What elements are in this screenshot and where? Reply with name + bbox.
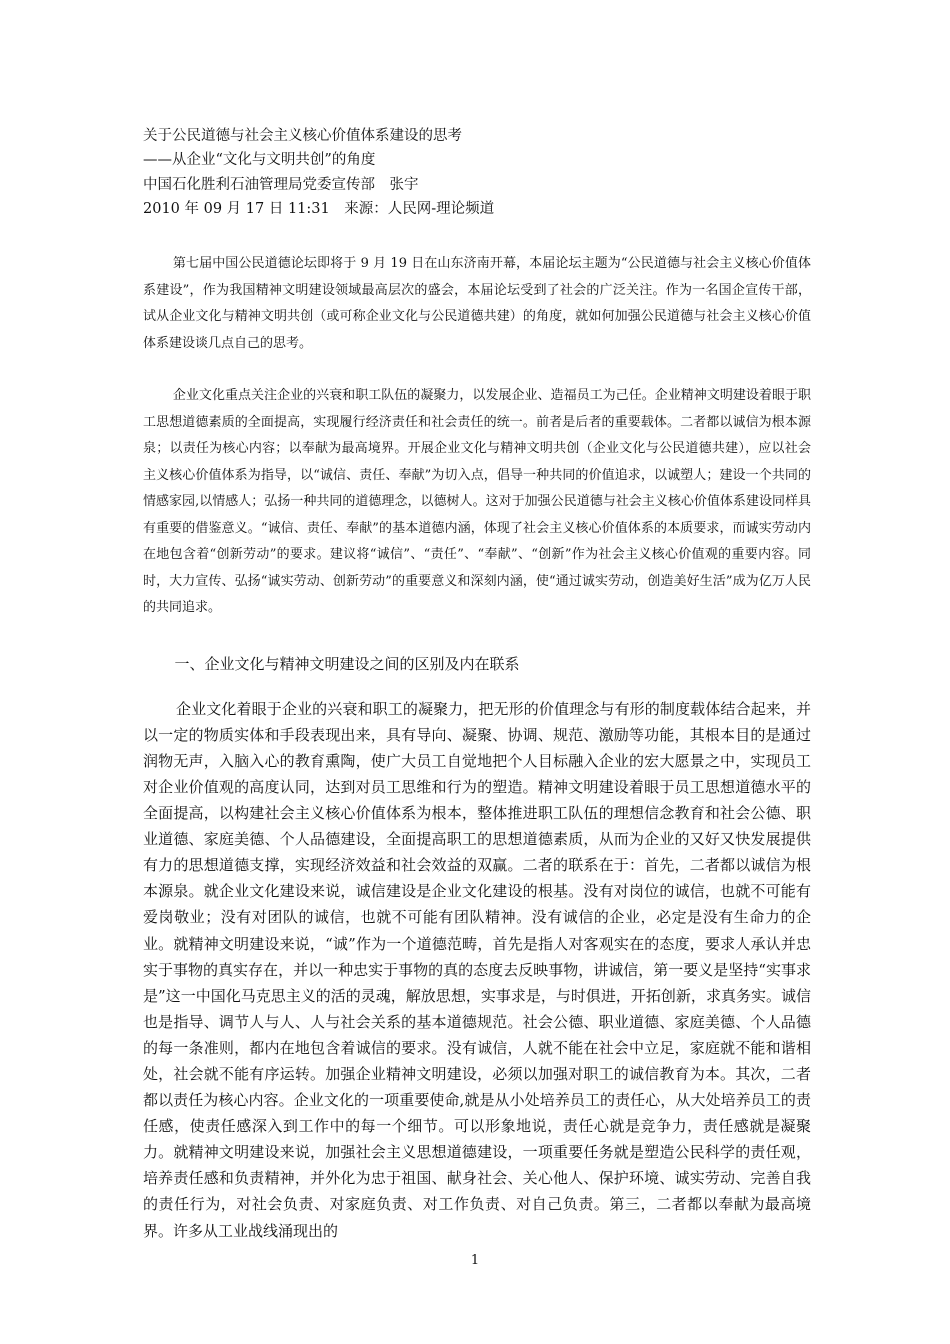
summary-paragraph: 企业文化重点关注企业的兴衰和职工队伍的凝聚力，以发展企业、造福员工为己任。企业精神文明建设着眼于职工思想道德素质的全面提高，实现履行经济责任和社会责任的统一。前者是后者的重要载体。二者都以诚信为根本源泉；以责任为核心内容；以奉献为最高境界。开展企业文化与精神文明共创（企业文化与公民道德共建），应以社会主义核心价值体系为指导，以“诚信、责任、奉献”为切入点，倡导一种共同的价值追求，以诚塑人；建设一个共同的情感家园,以情感人；弘扬一种共同的道德理念，以德树人。这对于加强公民道德与社会主义核心价值体系建设同样具有重要的借鉴意义。“诚信、责任、奉献”的基本道德内涵，体现了社会主义核心价值体系的本质要求，而诚实劳动内在地包含着“创新劳动”的要求。建议将“诚信”、“责任”、“奉献”、“创新”作为社会主义核心价值观的重要内容。同时，大力宣传、弘扬“诚实劳动、创新劳动”的重要意义和深刻内涵，使“通过诚实劳动，创造美好生活”成为亿万人民的共同追求。 (143, 388, 811, 616)
intro-paragraph: 第七届中国公民道德论坛即将于 9 月 19 日在山东济南开幕，本届论坛主题为“公民道德与社会主义核心价值体系建设”，作为我国精神文明建设领域最高层次的盛会，本届论坛受到了社会的广泛关注。作为一名国企宣传干部，试从企业文化与精神文明共创（或可称企业文化与公民道德共建）的角度，就如何加强公民道德与社会主义核心价值体系建设谈几点自己的思考。 (143, 256, 811, 351)
document-content (143, 124, 811, 1244)
article-subtitle: ——从企业“文化与文明共创”的角度 (143, 152, 376, 169)
article-title: 关于公民道德与社会主义核心价值体系建设的思考 (143, 128, 462, 144)
article-author: 中国石化胜利石油管理局党委宣传部 张宇 (143, 176, 419, 193)
page-number: 1 (470, 1253, 480, 1268)
section-heading: 一、企业文化与精神文明建设之间的区别及内在联系 (174, 654, 520, 673)
section-body-paragraph: 企业文化着眼于企业的兴衰和职工的凝聚力，把无形的价值理念与有形的制度载体结合起来，并以一定的物质实体和手段表现出来，具有导向、凝聚、协调、规范、激励等功能，其根本目的是通过润物无声，入脑入心的教育熏陶，使广大员工自觉地把个人目标融入企业的宏大愿景之中，实现员工对企业价值观的高度认同，达到对员工思维和行为的塑造。精神文明建设着眼于员工思想道德水平的全面提高，以构建社会主义核心价值体系为根本，整体推进职工队伍的理想信念教育和社会公德、职业道德、家庭美德、个人品德建设，全面提高职工的思想道德素质，从而为企业的又好又快发展提供有力的思想道德支撑，实现经济效益和社会效益的双赢。二者的联系在于：首先，二者都以诚信为根本源泉。就企业文化建设来说，诚信建设是企业文化建设的根基。没有对岗位的诚信，也就不可能有爱岗敬业；没有对团队的诚信，也就不可能有团队精神。没有诚信的企业，必定是没有生命力的企业。就精神文明建设来说，“诚”作为一个道德范畴，首先是指人对客观实在的态度，要求人承认并忠实于事物的真实存在，并以一种忠实于事物的真的态度去反映事物，讲诚信，第一要义是坚持“实事求是”这一中国化马克思主义的活的灵魂，解放思想，实事求是，与时俱进，开拓创新，求真务实。诚信也是指导、调节人与人、人与社会关系的基本道德规范。社会公德、职业道德、家庭美德、个人品德的每一条准则，都内在地包含着诚信的要求。没有诚信，人就不能在社会中立足，家庭就不能和谐相处，社会就不能有序运转。加强企业精神文明建设，必须以加强对职工的诚信教育为本。其次，二者都以责任为核心内容。企业文化的一项重要使命,就是从小处培养员工的责任心，从大处培养员工的责任感，使责任感深入到工作中的每一个细节。可以形象地说，责任心就是竞争力，责任感就是凝聚力。就精神文明建设来说，加强社会主义思想道德建设，一项重要任务就是塑造公民科学的责任观，培养责任感和负责精神，并外化为忠于祖国、献身社会、关心他人、保护环境、诚实劳动、完善自我的责任行为，对社会负责、对家庭负责、对工作负责、对自己负责。第三，二者都以奉献为最高境界。许多从工业战线涌现出的 (143, 699, 811, 1240)
article-dateline: 2010 年 09 月 17 日 11:31 来源：人民网-理论频道 (143, 200, 495, 217)
